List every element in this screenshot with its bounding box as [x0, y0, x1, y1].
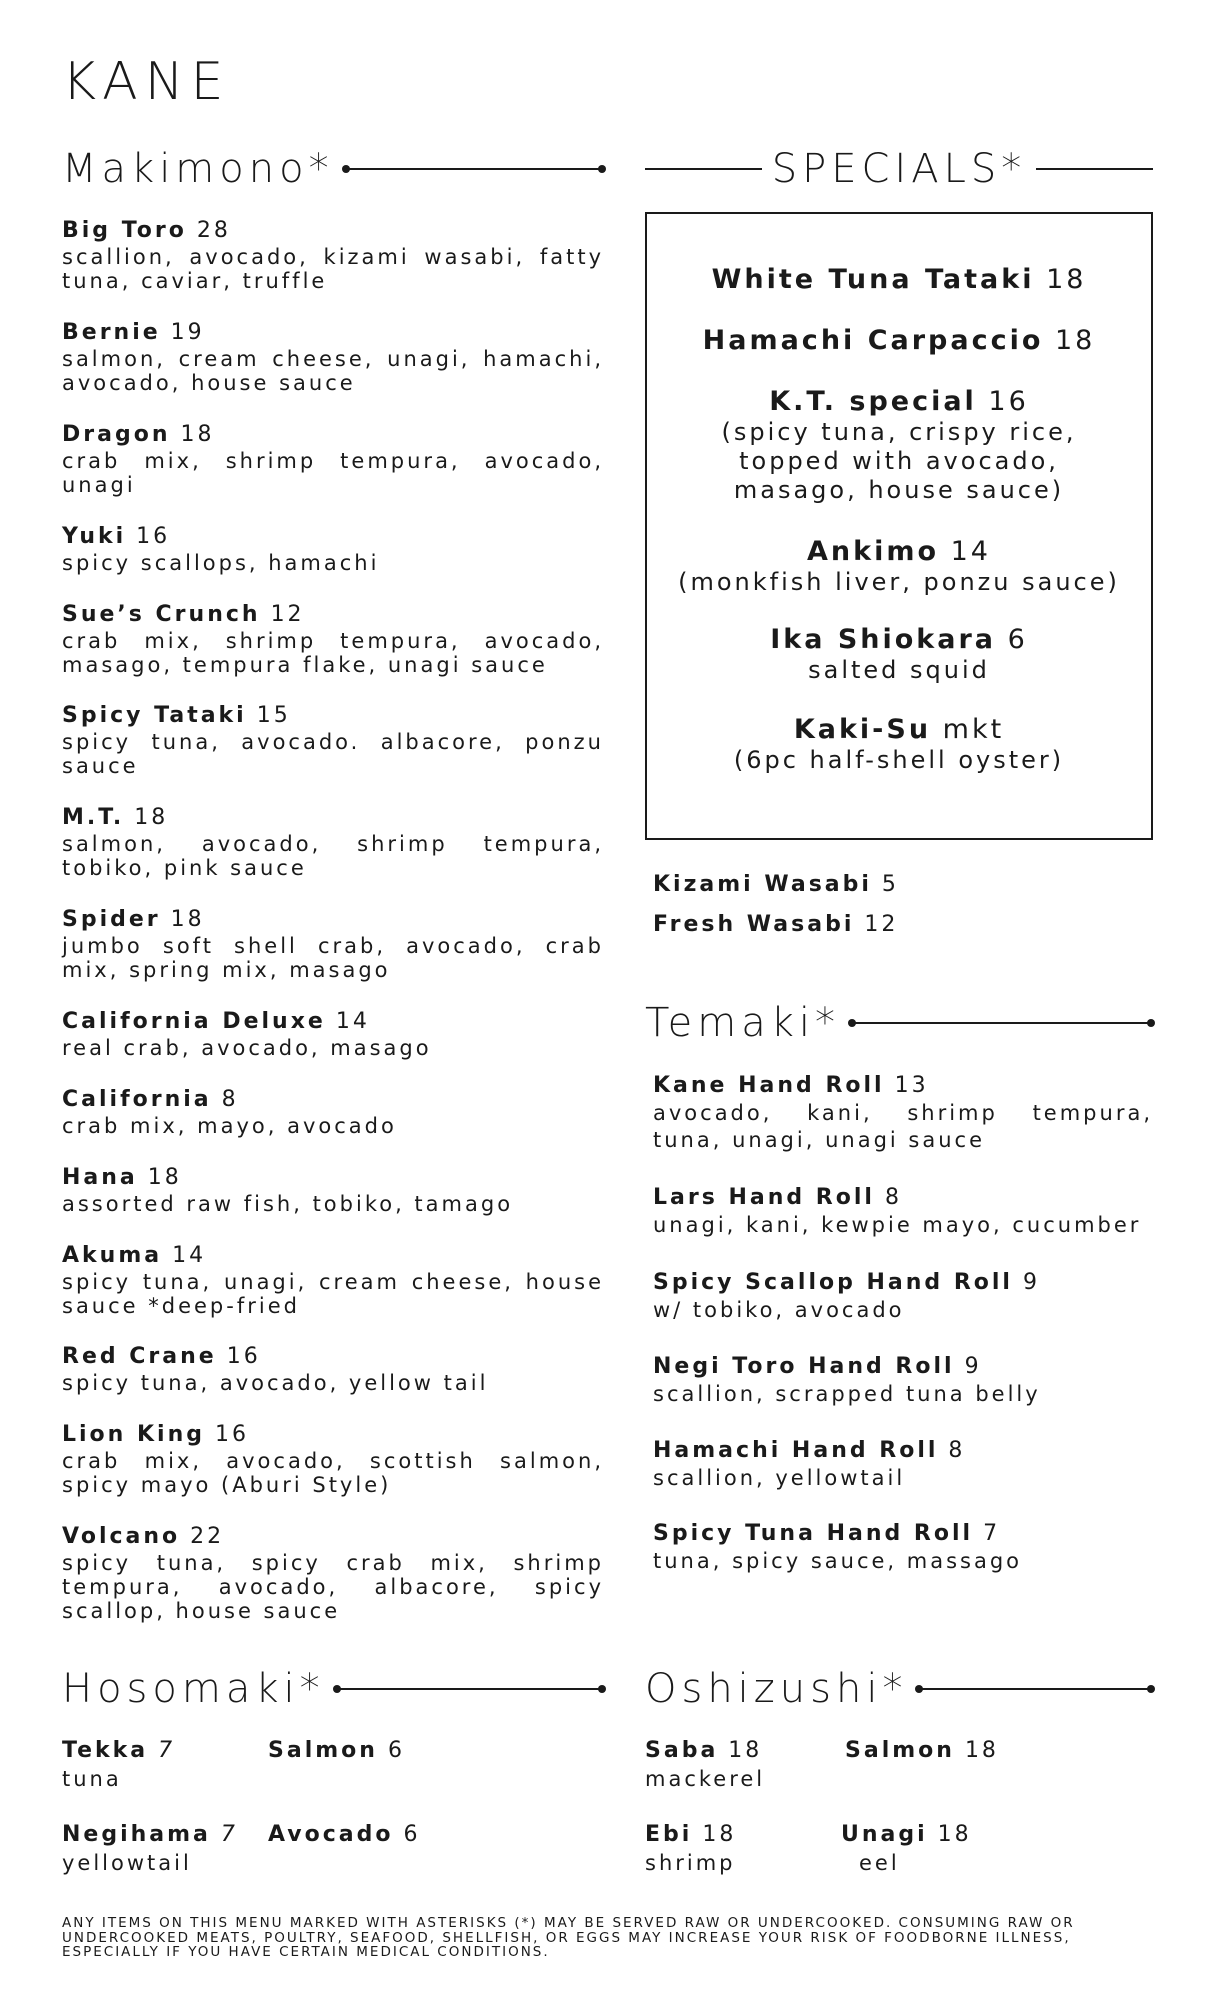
item-description: tuna	[62, 1767, 122, 1791]
menu-item	[653, 1073, 1153, 1154]
item-name: Kizami Wasabi	[653, 872, 872, 897]
item-description: w/ tobiko, avocado	[653, 1298, 905, 1322]
item-name: Negi Toro Hand Roll	[653, 1354, 955, 1379]
special-item	[647, 325, 1151, 357]
menu-item	[645, 1738, 765, 1793]
item-price: 7	[158, 1738, 176, 1763]
menu-item	[62, 1822, 238, 1877]
section-divider	[645, 168, 762, 170]
item-description: tuna, spicy sauce, massago	[653, 1549, 1023, 1573]
menu-item	[845, 1738, 999, 1764]
item-name: California	[62, 1087, 212, 1112]
item-name: Unagi	[841, 1822, 928, 1847]
item-name: K.T. special	[769, 386, 977, 417]
makimono-header	[62, 146, 604, 192]
item-price: 8	[221, 1087, 239, 1112]
section-divider	[917, 1688, 1153, 1690]
item-name: Negihama	[62, 1822, 211, 1847]
menu-item	[62, 422, 604, 497]
item-name: Bernie	[62, 320, 161, 345]
item-description: crab mix, avocado, scottish salmon, spicy mayo (Aburi Style)	[62, 1449, 604, 1497]
item-name: White Tuna Tataki	[711, 264, 1035, 295]
item-price: 14	[172, 1243, 207, 1268]
item-price: 6	[403, 1822, 421, 1847]
specials-title: SPECIALS*	[771, 146, 1027, 192]
item-name: Salmon	[268, 1738, 378, 1763]
menu-item	[645, 1822, 736, 1877]
item-name: Kane Hand Roll	[653, 1073, 885, 1098]
item-name: Lars Hand Roll	[653, 1185, 875, 1210]
item-name: Spider	[62, 907, 161, 932]
item-description: real crab, avocado, masago	[62, 1036, 432, 1060]
extra-item	[653, 912, 898, 937]
item-description: scallion, avocado, kizami wasabi, fatty tuna, caviar, truffle	[62, 245, 604, 293]
menu-item	[62, 1422, 604, 1497]
item-description: salmon, avocado, shrimp tempura, tobiko, pink sauce	[62, 832, 604, 880]
specials-box	[645, 212, 1153, 840]
item-name: Lion King	[62, 1422, 205, 1447]
item-price: 8	[884, 1185, 902, 1210]
menu-item	[841, 1822, 972, 1877]
special-item	[647, 386, 1151, 505]
temaki-header	[645, 1000, 1153, 1046]
item-description: jumbo soft shell crab, avocado, crab mix, spring mix, masago	[62, 934, 604, 982]
item-description: eel	[859, 1851, 900, 1875]
item-price: 12	[864, 912, 899, 937]
item-name: Hana	[62, 1165, 138, 1190]
specials-header	[645, 146, 1153, 192]
item-price: 15	[256, 703, 291, 728]
item-description: crab mix, shrimp tempura, avocado, masago, tempura flake, unagi sauce	[62, 629, 604, 677]
menu-item	[62, 1087, 604, 1138]
item-name: Hamachi Hand Roll	[653, 1438, 939, 1463]
menu-item	[653, 1185, 1153, 1239]
item-price: 19	[170, 320, 205, 345]
item-price: 18	[147, 1165, 182, 1190]
item-price: 18	[180, 422, 215, 447]
item-price: 7	[220, 1822, 238, 1847]
menu-item	[268, 1738, 405, 1764]
item-description: spicy tuna, avocado. albacore, ponzu sauce	[62, 730, 604, 778]
item-price: 18	[134, 805, 169, 830]
item-name: California Deluxe	[62, 1009, 326, 1034]
menu-item	[653, 1521, 1153, 1575]
menu-item	[62, 1165, 604, 1216]
item-name: Sue’s Crunch	[62, 602, 261, 627]
item-description: salmon, cream cheese, unagi, hamachi, avocado, house sauce	[62, 347, 604, 395]
item-description: scallion, scrapped tuna belly	[653, 1382, 1041, 1406]
section-divider	[850, 1022, 1153, 1024]
item-description: spicy tuna, spicy crab mix, shrimp tempura, avocado, albacore, spicy scallop, house sauce	[62, 1551, 604, 1623]
section-divider	[344, 168, 604, 170]
item-price: 6	[387, 1738, 405, 1763]
item-price: 14	[335, 1009, 370, 1034]
item-price: 18	[937, 1822, 972, 1847]
item-name: Kaki-Su	[793, 714, 932, 745]
item-price: 28	[196, 218, 231, 243]
item-price: 9	[1022, 1270, 1040, 1295]
temaki-title: Temaki*	[645, 1000, 840, 1046]
item-price: 18	[170, 907, 205, 932]
menu-item	[62, 1344, 604, 1395]
item-description: (monkfish liver, ponzu sauce)	[678, 568, 1120, 596]
item-description: scallion, yellowtail	[653, 1466, 906, 1490]
item-name: Red Crane	[62, 1344, 217, 1369]
item-price: 22	[190, 1524, 225, 1549]
extra-item	[653, 872, 899, 897]
item-name: Ebi	[645, 1822, 693, 1847]
oshizushi-header	[645, 1666, 1153, 1712]
section-divider	[335, 1688, 604, 1690]
special-item	[647, 624, 1151, 685]
item-price: 18	[1055, 325, 1096, 356]
menu-item	[62, 1738, 175, 1793]
item-description: assorted raw fish, tobiko, tamago	[62, 1192, 514, 1216]
hosomaki-header	[62, 1666, 604, 1712]
item-name: Yuki	[62, 524, 127, 549]
menu-item	[62, 805, 604, 880]
item-price: 14	[950, 536, 991, 567]
makimono-title: Makimono*	[62, 146, 334, 192]
item-name: Akuma	[62, 1243, 163, 1268]
item-price: mkt	[942, 714, 1005, 745]
item-name: Spicy Scallop Hand Roll	[653, 1270, 1013, 1295]
item-description: yellowtail	[62, 1851, 192, 1875]
item-description: shrimp	[645, 1851, 736, 1875]
item-description: crab mix, mayo, avocado	[62, 1114, 397, 1138]
item-price: 12	[270, 602, 305, 627]
menu-item	[62, 703, 604, 778]
item-price: 9	[964, 1354, 982, 1379]
item-name: Ankimo	[807, 536, 940, 567]
menu-item	[62, 218, 604, 293]
item-description: mackerel	[645, 1767, 766, 1791]
menu-item	[62, 602, 604, 677]
menu-item	[268, 1822, 420, 1848]
menu-item	[62, 1009, 604, 1060]
item-name: Dragon	[62, 422, 171, 447]
special-item	[647, 264, 1151, 296]
item-name: Volcano	[62, 1524, 181, 1549]
item-price: 18	[702, 1822, 737, 1847]
item-name: Spicy Tuna Hand Roll	[653, 1521, 974, 1546]
item-name: Saba	[645, 1738, 719, 1763]
item-price: 18	[1046, 264, 1087, 295]
item-name: Hamachi Carpaccio	[702, 325, 1044, 356]
item-price: 5	[881, 872, 899, 897]
item-description: spicy scallops, hamachi	[62, 551, 380, 575]
item-price: 7	[983, 1521, 1001, 1546]
item-description: (spicy tuna, crispy rice, topped with avocado, masago, house sauce)	[721, 418, 1077, 504]
section-divider	[1036, 168, 1153, 170]
item-price: 8	[948, 1438, 966, 1463]
special-item	[647, 714, 1151, 775]
menu-item	[62, 907, 604, 982]
item-description: (6pc half-shell oyster)	[733, 746, 1065, 774]
hosomaki-title: Hosomaki*	[62, 1666, 325, 1712]
item-price: 6	[1007, 624, 1028, 655]
item-name: Salmon	[845, 1738, 955, 1763]
item-price: 18	[728, 1738, 763, 1763]
item-description: spicy tuna, unagi, cream cheese, house sauce *deep-fried	[62, 1270, 604, 1318]
raw-food-disclaimer: ANY ITEMS ON THIS MENU MARKED WITH ASTERISKS (*) MAY BE SERVED RAW OR UNDERCOOKED. CONSUMING RAW OR UNDERCOOKED MEATS, POULTRY, SEAFOOD, SHELLFISH, OR EGGS MAY INCREASE YOUR RISK OF FOODBORNE ILLNESS, ESPECIALLY IF YOU HAVE CERTAIN MEDICAL CONDITIONS.	[62, 1915, 1075, 1960]
menu-item	[62, 1243, 604, 1318]
item-description: spicy tuna, avocado, yellow tail	[62, 1371, 489, 1395]
item-name: Big Toro	[62, 218, 187, 243]
item-price: 13	[894, 1073, 929, 1098]
special-item	[647, 536, 1151, 597]
item-name: Spicy Tataki	[62, 703, 247, 728]
menu-item	[653, 1438, 1153, 1492]
menu-item	[62, 320, 604, 395]
item-price: 16	[988, 386, 1029, 417]
item-price: 16	[136, 524, 171, 549]
item-description: unagi, kani, kewpie mayo, cucumber	[653, 1213, 1142, 1237]
item-name: Avocado	[268, 1822, 394, 1847]
item-description: avocado, kani, shrimp tempura, tuna, unagi, unagi sauce	[653, 1101, 1153, 1152]
oshizushi-title: Oshizushi*	[645, 1666, 908, 1712]
restaurant-name: KANE	[62, 52, 231, 112]
item-name: Tekka	[62, 1738, 149, 1763]
item-price: 18	[964, 1738, 999, 1763]
item-name: Ika Shiokara	[770, 624, 997, 655]
item-name: Fresh Wasabi	[653, 912, 855, 937]
menu-item	[653, 1270, 1153, 1324]
item-name: M.T.	[62, 805, 125, 830]
menu-item	[62, 1524, 604, 1623]
item-description: salted squid	[808, 656, 990, 684]
item-price: 16	[215, 1422, 249, 1447]
item-description: crab mix, shrimp tempura, avocado, unagi	[62, 449, 604, 497]
menu-item	[62, 524, 604, 575]
item-price: 16	[226, 1344, 261, 1369]
menu-item	[653, 1354, 1153, 1408]
